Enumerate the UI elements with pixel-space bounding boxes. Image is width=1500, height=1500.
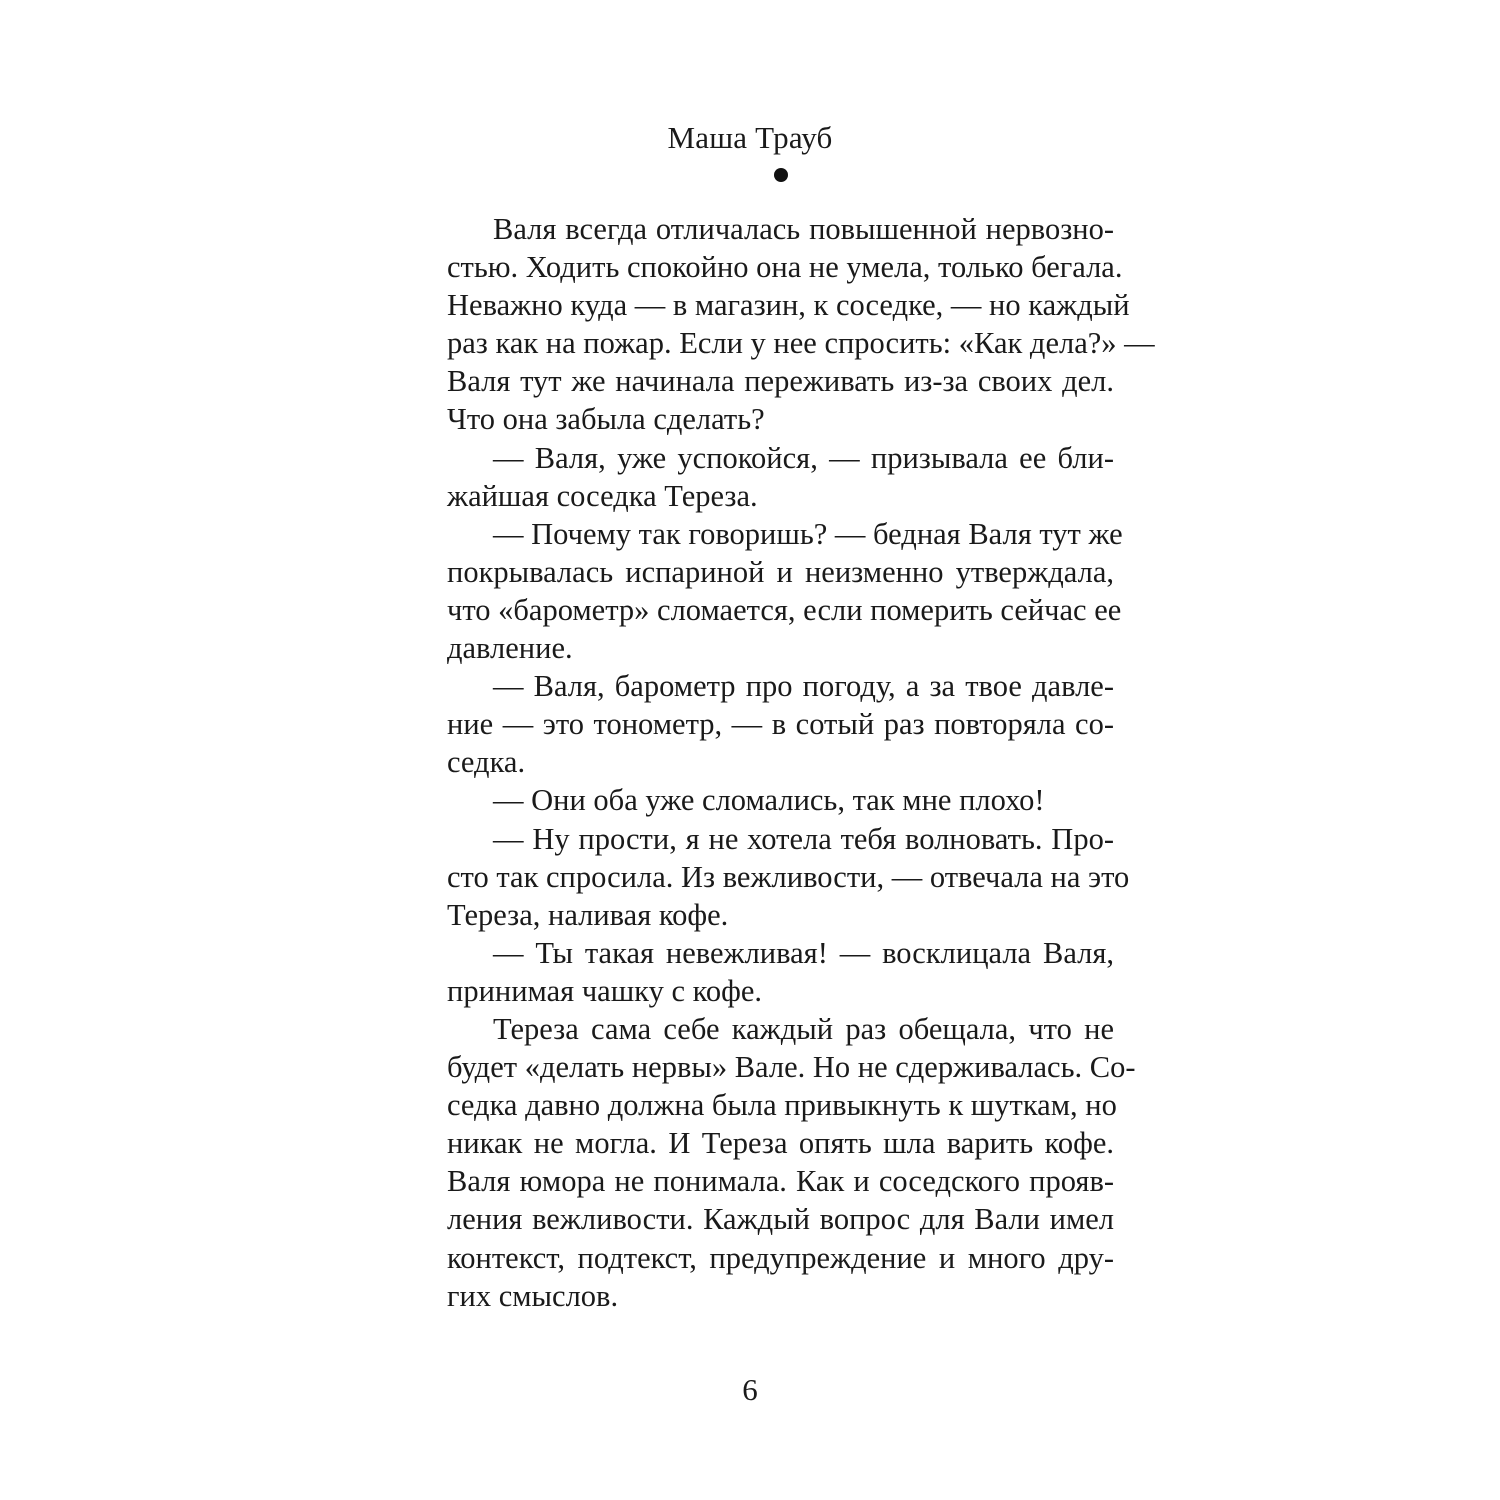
text-line: — Ты такая невежливая! — восклицала Валя, <box>493 935 1114 970</box>
text-line: — Валя, уже успокойся, — призывала ее бли- <box>493 440 1114 475</box>
text-line: — Валя, барометр про погоду, а за твое давле- <box>493 669 1114 704</box>
text-line: — Они оба уже сломались, так мне плохо! <box>493 783 1045 818</box>
paragraph <box>447 210 1155 439</box>
text-line: ние — это тонометр, — в сотый раз повторяла со- <box>447 707 1114 742</box>
text-line: седка. <box>447 745 526 780</box>
text-line: гих смыслов. <box>447 1278 619 1313</box>
text-line: Валя тут же начинала переживать из-за своих дел. <box>447 364 1114 399</box>
text-line: жайшая соседка Тереза. <box>447 478 758 513</box>
text-line: никак не могла. И Тереза опять шла варить кофе. <box>447 1126 1114 1161</box>
bullet-ornament-icon <box>774 168 788 182</box>
text-line: покрывалась испариной и неизменно утверждала, <box>447 554 1114 589</box>
paragraph <box>447 515 1123 667</box>
running-head-author: Маша Трауб <box>667 120 833 155</box>
text-line: ления вежливости. Каждый вопрос для Вали имел <box>447 1202 1114 1237</box>
text-line: контекст, подтекст, предупреждение и много дру- <box>447 1240 1114 1275</box>
text-line: сто так спросила. Из вежливости, — отвечала на это <box>447 859 1130 894</box>
text-line: стью. Ходить спокойно она не умела, только бегала. <box>447 250 1123 285</box>
text-line: принимая чашку с кофе. <box>447 973 763 1008</box>
text-line: Неважно куда — в магазин, к соседке, — но каждый <box>447 288 1130 323</box>
body-text <box>447 210 1155 1315</box>
text-line: Валя всегда отличалась повышенной нервозно- <box>493 212 1114 246</box>
page-number: 6 <box>742 1372 758 1407</box>
text-line: Тереза сама себе каждый раз обещала, что не <box>493 1011 1114 1046</box>
text-line: Что она забыла сделать? <box>447 402 765 437</box>
paragraph <box>447 439 1114 515</box>
paragraph <box>447 781 1114 819</box>
paragraph <box>447 934 1114 1010</box>
text-line: — Ну прости, я не хотела тебя волновать. Про- <box>493 821 1114 856</box>
text-line: — Почему так говоришь? — бедная Валя тут же <box>493 516 1123 551</box>
text-line: раз как на пожар. Если у нее спросить: «Как дела?» — <box>447 326 1155 361</box>
text-line: Тереза, наливая кофе. <box>447 897 729 932</box>
paragraph <box>447 667 1114 781</box>
text-line: седка давно должна была привыкнуть к шуткам, но <box>447 1088 1117 1123</box>
paragraph <box>447 1010 1136 1315</box>
paragraph <box>447 820 1130 934</box>
text-line: что «барометр» сломается, если померить сейчас ее <box>447 592 1122 627</box>
text-line: давление. <box>447 631 573 666</box>
text-line: будет «делать нервы» Вале. Но не сдерживалась. Со- <box>447 1050 1136 1085</box>
text-line: Валя юмора не понимала. Как и соседского прояв- <box>447 1164 1114 1199</box>
